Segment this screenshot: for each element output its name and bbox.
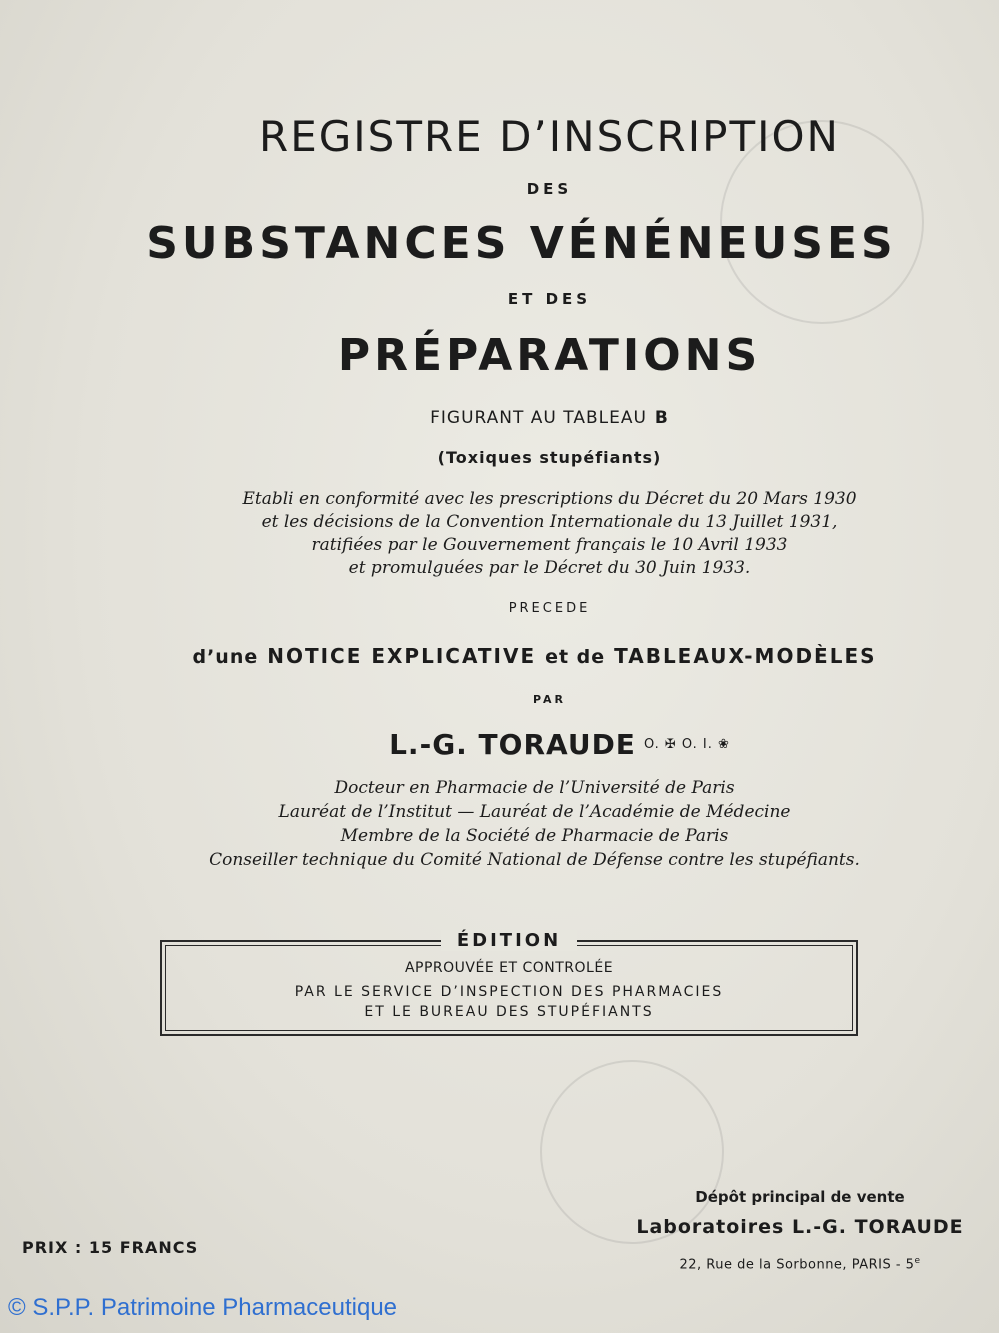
title-registre: REGISTRE D’INSCRIPTION <box>259 112 840 161</box>
credential-line: Docteur en Pharmacie de l’Université de Paris <box>334 778 735 798</box>
author-name: L.-G. TORAUDE <box>389 728 636 761</box>
notice-prefix: d’une <box>192 646 259 668</box>
edition-title: ÉDITION <box>441 930 577 951</box>
address-text: 22, Rue de la Sorbonne, PARIS - 5 <box>679 1257 915 1273</box>
par-label: PAR <box>532 693 567 706</box>
title-preparations: PRÉPARATIONS <box>337 330 762 381</box>
edition-line-1: APPROUVÉE ET CONTROLÉE <box>404 960 614 976</box>
copyright-watermark: © S.P.P. Patrimoine Pharmaceutique <box>8 1294 398 1321</box>
credential-line: Membre de la Société de Pharmacie de Paris <box>340 826 729 846</box>
edition-box <box>160 930 858 1036</box>
edition-line-3: ET LE BUREAU DES STUPÉFIANTS <box>364 1004 654 1020</box>
tableau-letter: B <box>654 408 669 428</box>
author-credentials <box>35 776 999 872</box>
depot-label: Dépôt principal de vente <box>695 1188 905 1206</box>
precede-label: PRECEDE <box>508 601 591 616</box>
address-sup: e <box>914 1256 921 1266</box>
decree-line: et les décisions de la Convention Internationale du 13 Juillet 1931, <box>261 512 838 532</box>
price-label: PRIX : 15 FRANCS <box>22 1238 199 1257</box>
credential-line: Conseiller technique du Comité National de Défense contre les stupéfiants. <box>209 850 860 870</box>
edition-line-2: PAR LE SERVICE D’INSPECTION DES PHARMACIES <box>294 984 724 1000</box>
figurant-text: FIGURANT AU TABLEAU <box>430 408 647 428</box>
subtitle-figurant <box>50 408 999 428</box>
depot-laboratory: Laboratoires L.-G. TORAUDE <box>636 1216 964 1238</box>
notice-part1: NOTICE EXPLICATIVE <box>267 644 537 668</box>
author-line <box>60 728 999 761</box>
decree-block <box>50 488 999 580</box>
decree-line: Etabli en conformité avec les prescriptions du Décret du 20 Mars 1930 <box>242 489 857 509</box>
credential-line: Lauréat de l’Institut — Lauréat de l’Académie de Médecine <box>278 802 791 822</box>
title-des: DES <box>526 180 573 198</box>
decree-line: ratifiées par le Gouvernement français le 10 Avril 1933 <box>311 535 788 555</box>
notice-middle: et de <box>545 646 606 668</box>
notice-line <box>35 644 999 668</box>
title-et-des: ET DES <box>507 290 592 308</box>
subtitle-toxiques: (Toxiques stupéfiants) <box>437 448 662 467</box>
notice-part2: TABLEAUX-MODÈLES <box>614 644 877 668</box>
title-substances: SUBSTANCES VÉNÉNEUSES <box>146 218 897 269</box>
edition-title-wrap <box>162 930 856 951</box>
decree-line: et promulguées par le Décret du 30 Juin 1933. <box>348 558 751 578</box>
depot-address <box>620 1256 980 1272</box>
author-decoration: O. ✠ O. I. ❀ <box>643 737 730 752</box>
